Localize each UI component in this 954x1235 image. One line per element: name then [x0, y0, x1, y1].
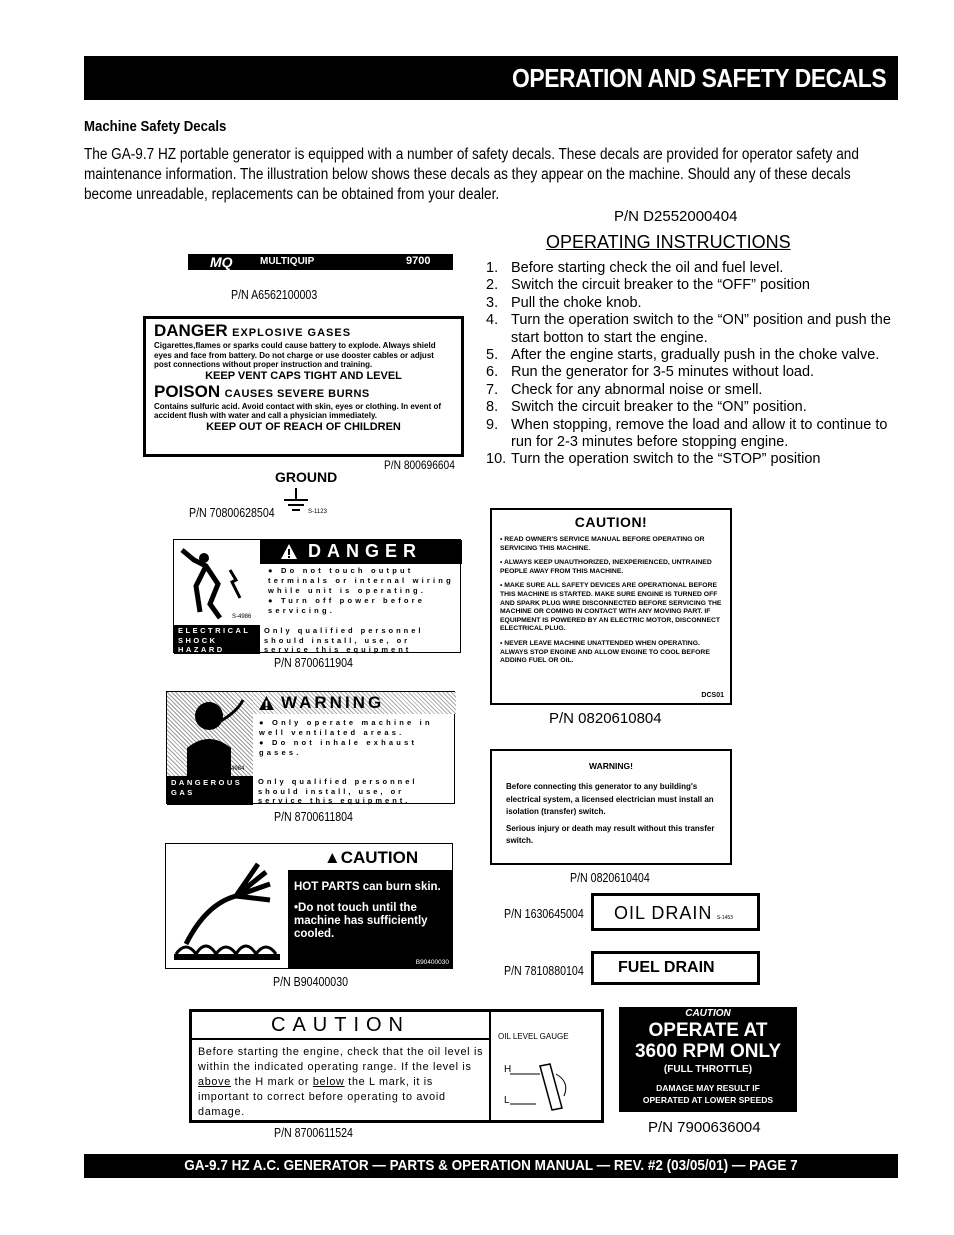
mq-logo: MQ: [210, 254, 233, 270]
hot-pictogram: [166, 844, 288, 968]
operating-step: [486, 364, 906, 381]
rpm-line-1: OPERATE AT: [648, 1020, 768, 1041]
hot-code: B90400030: [415, 959, 449, 966]
gas-bullet-1: Only operate machine in well ventilated areas.: [259, 718, 433, 737]
operating-step-number: 4.: [486, 312, 499, 329]
oil-drain-pn: P/N 1630645004: [504, 907, 584, 921]
operating-step-text: Run the generator for 3-5 minutes without load.: [511, 364, 815, 381]
warning-transfer-body-2: Serious injury or death may result without this transfer switch.: [506, 823, 715, 845]
caution-oil-divider: [489, 1012, 491, 1120]
gas-header: WARNING: [253, 692, 456, 714]
operating-step-text: After the engine starts, gradually push in the choke valve.: [511, 347, 880, 364]
caution-oil-pn: P/N 8700611524: [274, 1126, 353, 1140]
electric-shock-icon: [174, 540, 260, 625]
caution-manual-items: [500, 536, 722, 666]
operating-title: OPERATING INSTRUCTIONS: [546, 232, 791, 252]
multiquip-brand: MULTIQUIP: [260, 256, 315, 267]
hand-burn-icon: [166, 844, 288, 968]
rpm-pn: P/N 7900636004: [648, 1119, 761, 1136]
oil-dipstick-icon: [500, 1052, 600, 1116]
operating-step: [486, 347, 906, 364]
operating-step: [486, 260, 906, 277]
operating-step-number: 5.: [486, 347, 499, 364]
caution-manual-decal: [490, 508, 732, 705]
operating-step-number: 6.: [486, 364, 499, 381]
page-footer: GA-9.7 HZ A.C. GENERATOR — PARTS & OPERATION MANUAL — REV. #2 (03/05/01) — PAGE 7: [184, 1157, 798, 1174]
battery-pn: P/N 800696604: [384, 458, 455, 472]
gas-pictogram: S-4984: [167, 692, 253, 776]
poison-word: POISON: [154, 381, 221, 401]
operating-step: [486, 277, 906, 294]
caution-manual-item: • NEVER LEAVE MACHINE UNATTENDED WHEN OPERATING. ALWAYS STOP ENGINE AND ALLOW ENGINE TO COOL BEFORE ADDING FUEL OR OIL.: [500, 639, 710, 665]
operating-step: [486, 382, 906, 399]
oil-drain-decal: [591, 893, 760, 931]
operating-step-text: When stopping, remove the load and allow it to continue to run for 2-3 minutes before stopping engine.: [511, 416, 888, 451]
oil-gauge-l: L: [504, 1095, 510, 1106]
rpm-line-5: OPERATED AT LOWER SPEEDS: [642, 1095, 774, 1105]
operating-step-number: 9.: [486, 416, 499, 433]
warning-transfer-decal: [490, 749, 732, 865]
operating-step-number: 7.: [486, 381, 499, 398]
operating-step-text: Turn the operation switch to the “STOP” position: [511, 451, 821, 468]
rpm-line-3: (FULL THROTTLE): [663, 1064, 753, 1075]
caution-manual-item: • READ OWNER'S SERVICE MANUAL BEFORE OPERATING OR SERVICING THIS MACHINE.: [500, 536, 705, 552]
multiquip-pn: P/N A6562100003: [231, 288, 318, 302]
shock-pictogram: S-4986: [174, 540, 260, 625]
keep-out-text: KEEP OUT OF REACH OF CHILDREN: [206, 420, 401, 433]
fuel-drain-decal: [591, 951, 760, 985]
warning-transfer-title: WARNING!: [589, 761, 633, 771]
gas-warning-decal: S-4984 WARNING ● Only operate machine in well ventilated areas. ● Do not inhale exhaust gases. DANGEROUS GAS Only qualified personnel should install, use, or service this equipment.: [166, 691, 455, 804]
gas-footer-left: DANGEROUS GAS: [167, 776, 253, 805]
poison-body: Contains sulfuric acid. Avoid contact with skin, eyes or clothing. In event of accident flush with water and call a physician immediately.: [154, 401, 442, 420]
multiquip-decal: [188, 254, 453, 270]
rpm-decal: [619, 1007, 797, 1112]
hot-line-2: •Do not touch until the machine has sufficiently cooled.: [294, 902, 428, 940]
oil-gauge-h: H: [504, 1064, 512, 1075]
operating-step-text: Turn the operation switch to the “ON” position and push the start botton to start the engine.: [511, 312, 891, 346]
multiquip-model: 9700: [406, 255, 431, 267]
page-header-bar: [84, 56, 898, 100]
rpm-line-4: DAMAGE MAY RESULT IF: [656, 1083, 760, 1093]
fuel-drain-pn: P/N 7810880104: [504, 964, 584, 978]
oil-drain-label: OIL DRAIN: [614, 903, 713, 923]
ground-pn: P/N 70800628504: [189, 506, 275, 520]
warning-transfer-pn: P/N 0820610404: [570, 871, 650, 885]
caution-manual-pn: P/N 0820610804: [549, 710, 662, 727]
hot-parts-decal: [165, 843, 453, 969]
operating-step: [486, 295, 906, 312]
operating-step: [486, 451, 906, 468]
page-title: OPERATION AND SAFETY DECALS: [511, 63, 886, 93]
caution-manual-item: • ALWAYS KEEP UNAUTHORIZED, INEXPERIENCED, UNTRAINED PEOPLE AWAY FROM THIS MACHINE.: [500, 559, 712, 575]
warning-triangle-icon: [280, 543, 298, 560]
operating-step-number: 8.: [486, 399, 499, 416]
operating-step-text: Before starting check the oil and fuel level.: [511, 260, 784, 276]
operating-step-number: 1.: [486, 260, 499, 276]
rpm-caution: CAUTION: [685, 1008, 731, 1019]
operating-step-text: Check for any abnormal noise or smell.: [511, 381, 763, 398]
ground-code: S-1123: [308, 509, 327, 515]
rpm-line-2: 3600 RPM ONLY: [634, 1041, 782, 1062]
danger-body: Cigarettes,flames or sparks could cause battery to explode. Always shield eyes and face from battery. Do not charge or use dooster cables or adjust post connections without proper instruction and training.: [154, 341, 436, 369]
operating-step-number: 2.: [486, 277, 499, 294]
page-footer-bar: [84, 1154, 898, 1178]
shock-header: DANGER: [260, 540, 462, 564]
operating-step-text: Pull the choke knob.: [511, 294, 642, 311]
ground-label: GROUND: [275, 469, 338, 485]
caution-manual-title: CAUTION!: [574, 514, 648, 530]
operating-step-number: 10.: [486, 451, 507, 468]
oil-drain-code: S-1453: [716, 915, 733, 921]
operating-step-text: Switch the circuit breaker to the “OFF” position: [511, 277, 810, 294]
toxic-gas-icon: [167, 692, 253, 776]
caution-oil-body: Before starting the engine, check that the oil level is within the indicated operating range. If the level is above the H mark or below the L mark, it is important to correct before operating to avoid damage.: [198, 1046, 484, 1118]
operating-pn: P/N D2552000404: [614, 208, 738, 225]
caution-manual-code: DCS01: [701, 692, 724, 699]
danger-word: DANGER: [154, 321, 228, 340]
shock-bullet-2: Turn off power before servicing.: [268, 596, 426, 615]
gas-footer-right: Only qualified personnel should install, use, or service this equipment.: [258, 777, 418, 805]
hot-pn: P/N B90400030: [273, 975, 349, 989]
caution-triangle-icon: ▲: [323, 848, 341, 867]
shock-footer-left: ELECTRICAL SHOCK HAZARD: [174, 625, 260, 654]
gas-pn: P/N 8700611804: [274, 810, 353, 824]
hot-line-1: HOT PARTS can burn skin.: [294, 881, 441, 893]
poison-subtitle: CAUSES SEVERE BURNS: [224, 387, 370, 400]
operating-step: [486, 417, 906, 452]
shock-pn: P/N 8700611904: [274, 656, 353, 670]
shock-bullet-1: Do not touch output terminals or internal wiring while unit is operating.: [268, 566, 454, 595]
fuel-drain-label: FUEL DRAIN: [618, 959, 715, 976]
operating-step-number: 3.: [486, 294, 499, 311]
keep-vent-text: KEEP VENT CAPS TIGHT AND LEVEL: [205, 369, 402, 382]
operating-step: [486, 399, 906, 416]
section-heading: Machine Safety Decals: [84, 118, 227, 135]
caution-manual-item: • MAKE SURE ALL SAFETY DEVICES ARE OPERATIONAL BEFORE THIS MACHINE IS STARTED. MAKE SURE ENGINE IS TURNED OFF AND SPARK PLUG WIRE DISCONNECTED BEFORE SERVICING THE MACHINE OR COMING IN CONTACT WITH ANY MOVING PART. IF EQUIPMENT IS POWERED BY AN ELECTRIC MOTOR, DISCONNECT ELECTRICAL PLUG.: [500, 582, 722, 633]
caution-oil-title: CAUTION: [192, 1012, 489, 1040]
operating-steps: [486, 260, 906, 469]
shock-danger-decal: S-4986 DANGER ● Do not touch output terminals or internal wiring while unit is operating. ● Turn off power before servicing. ELECTRICAL SHOCK HAZARD Only qualified personnel should install, use, or service this equipment: [173, 539, 461, 653]
hot-header: ▲CAUTION: [290, 848, 452, 870]
oil-gauge-label: OIL LEVEL GAUGE: [498, 1032, 569, 1041]
shock-footer-right: Only qualified personnel should install, use, or service this equipment: [264, 626, 424, 654]
intro-paragraph: The GA-9.7 HZ portable generator is equipped with a number of safety decals. These decals are provided for operator safety and maintenance information. The illustration below shows these decals as they appear on the machine. Should any of these decals become unreadable, replacements can be obtained from your dealer.: [84, 146, 859, 203]
gas-bullet-2: Do not inhale exhaust gases.: [259, 738, 418, 757]
battery-warning-decal: [143, 316, 464, 457]
operating-step: [486, 312, 906, 347]
caution-oil-decal: [189, 1009, 604, 1123]
operating-step-text: Switch the circuit breaker to the “ON” position.: [511, 399, 807, 416]
danger-subtitle: EXPLOSIVE GASES: [232, 327, 352, 339]
warning-transfer-body-1: Before connecting this generator to any building's electrical system, a licensed electrician must install an isolation (transfer) switch.: [506, 782, 714, 816]
warning-triangle-icon: [258, 695, 275, 711]
